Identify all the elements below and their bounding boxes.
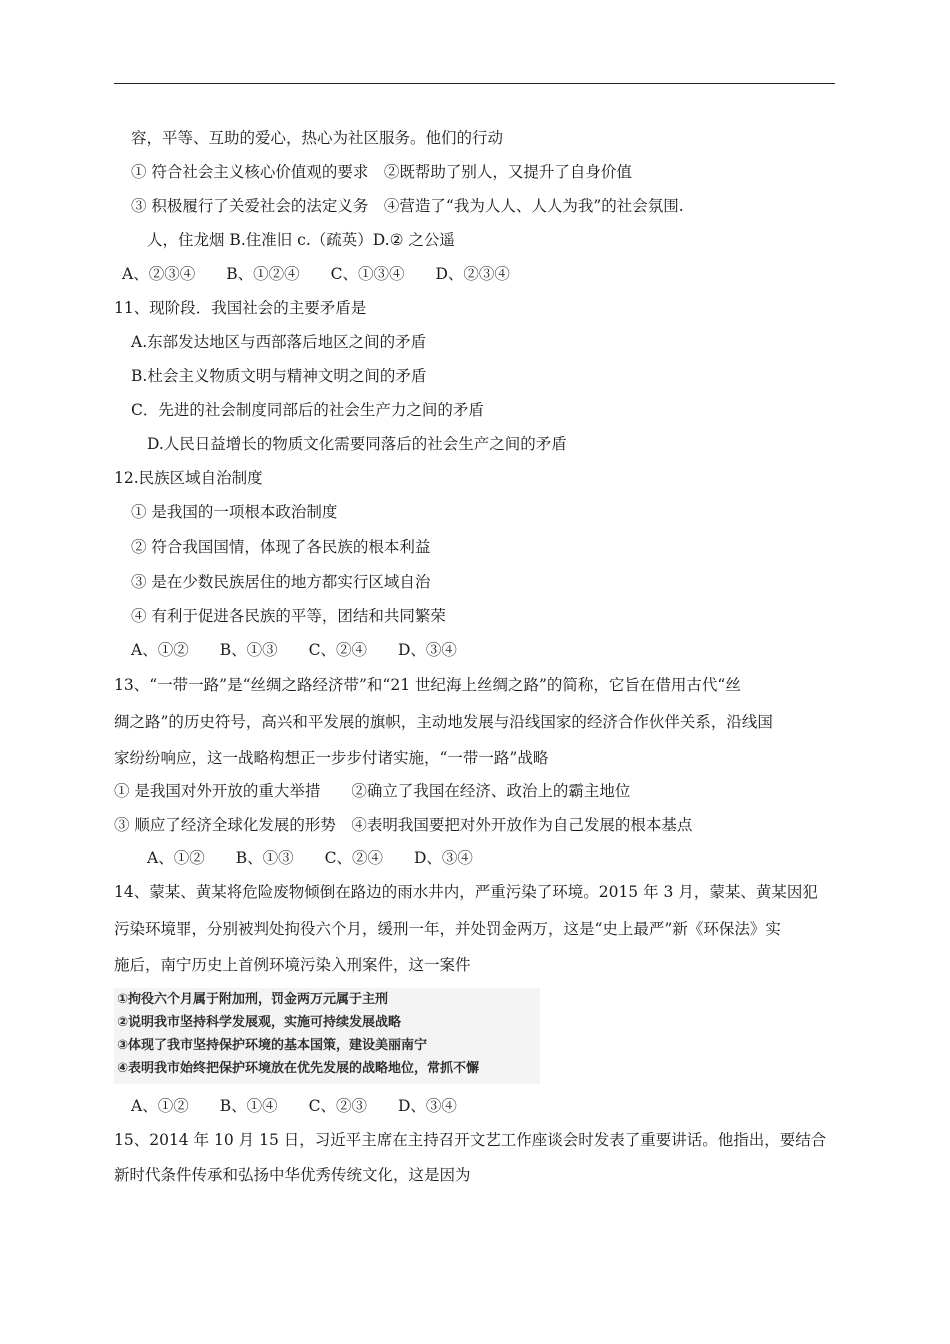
q14-scanned-statement-4: ④表明我市始终把保护环境放在优先发展的战略地位，常抓不懈	[117, 1061, 480, 1076]
q12-statement-4: ④ 有利于促进各民族的平等，团结和共同繁荣	[131, 607, 446, 625]
q13-stem-line-2: 绸之路”的历史符号，高兴和平发展的旗帜，主动地发展与沿线国家的经济合作伙伴关系，沿线国	[114, 713, 773, 731]
q14-scanned-statement-2: ②说明我市坚持科学发展观，实施可持续发展战略	[117, 1015, 402, 1030]
q14-stem-line-3: 施后，南宁历史上首例环境污染入刑案件，这一案件	[114, 956, 471, 974]
q14-stem-line-1: 14、蒙某、黄某将危险废物倾倒在路边的雨水井内，严重污染了环境。2015 年 3 月，蒙某、黄某因犯	[114, 883, 818, 901]
q12-stem: 12.民族区域自治制度	[114, 469, 263, 487]
q15-stem-line-2: 新时代条件传承和弘扬中华优秀传统文化，这是因为	[114, 1166, 471, 1184]
q11-option-c: C．先进的社会制度同部后的社会生产力之间的矛盾	[131, 401, 484, 419]
q12-statement-3: ③ 是在少数民族居住的地方都实行区域自治	[131, 573, 431, 591]
q10-stem-line: 容，平等、互助的爱心，热心为社区服务。他们的行动	[131, 129, 504, 147]
q14-stem-line-2: 污染环境罪，分别被判处拘役六个月，缓刑一年，并处罚金两万，这是“史上最严”新《环保法》实	[114, 920, 781, 938]
q11-option-d: D.人民日益增长的物质文化需要同落后的社会生产之间的矛盾	[147, 435, 567, 453]
q10-stray-text: 人，住龙烟 B.住准旧 c.（疏英）D.② 之公遥	[147, 231, 455, 249]
q13-statement-line-2: ③ 顺应了经济全球化发展的形势 ④表明我国要把对外开放作为自己发展的根本基点	[114, 816, 693, 834]
q12-statement-1: ① 是我国的一项根本政治制度	[131, 503, 338, 521]
q14-answer-choices: A、①② B、①④ C、②③ D、③④	[131, 1097, 457, 1115]
q12-statement-2: ② 符合我国国情，体现了各民族的根本利益	[131, 538, 431, 556]
q13-stem-line-3: 家纷纷响应，这一战略构想正一步步付诸实施，“一带一路”战略	[114, 749, 549, 767]
q12-answer-choices: A、①② B、①③ C、②④ D、③④	[131, 641, 457, 659]
q10-option-line-1: ① 符合社会主义核心价值观的要求 ②既帮助了别人，又提升了自身价值	[131, 163, 632, 181]
q14-scanned-options-image	[114, 988, 540, 1084]
q13-statement-line-1: ① 是我国对外开放的重大举措 ②确立了我国在经济、政治上的霸主地位	[114, 782, 631, 800]
q10-answer-choices: A、②③④ B、①②④ C、①③④ D、②③④	[122, 265, 510, 283]
q13-answer-choices: A、①② B、①③ C、②④ D、③④	[147, 849, 473, 867]
q11-option-b: B.杜会主义物质文明与精神文明之间的矛盾	[131, 367, 427, 385]
q15-stem-line-1: 15、2014 年 10 月 15 日，习近平主席在主持召开文艺工作座谈会时发表了重要讲话。他指出，要结合	[114, 1131, 827, 1149]
q11-stem: 11、现阶段．我国社会的主要矛盾是	[114, 299, 367, 317]
q10-option-line-2: ③ 积极履行了关爱社会的法定义务 ④营造了“我为人人、人人为我”的社会氛围.	[131, 197, 684, 215]
q14-scanned-statement-3: ③体现了我市坚持保护环境的基本国策，建设美丽南宁	[117, 1038, 428, 1053]
header-rule	[114, 83, 835, 84]
q14-scanned-statement-1: ①拘役六个月属于附加刑，罚金两万元属于主刑	[117, 992, 389, 1007]
q11-option-a: A.东部发达地区与西部落后地区之间的矛盾	[131, 333, 427, 351]
q13-stem-line-1: 13、“一带一路”是“丝绸之路经济带”和“21 世纪海上丝绸之路”的简称，它旨在借用古代“丝	[114, 676, 741, 694]
